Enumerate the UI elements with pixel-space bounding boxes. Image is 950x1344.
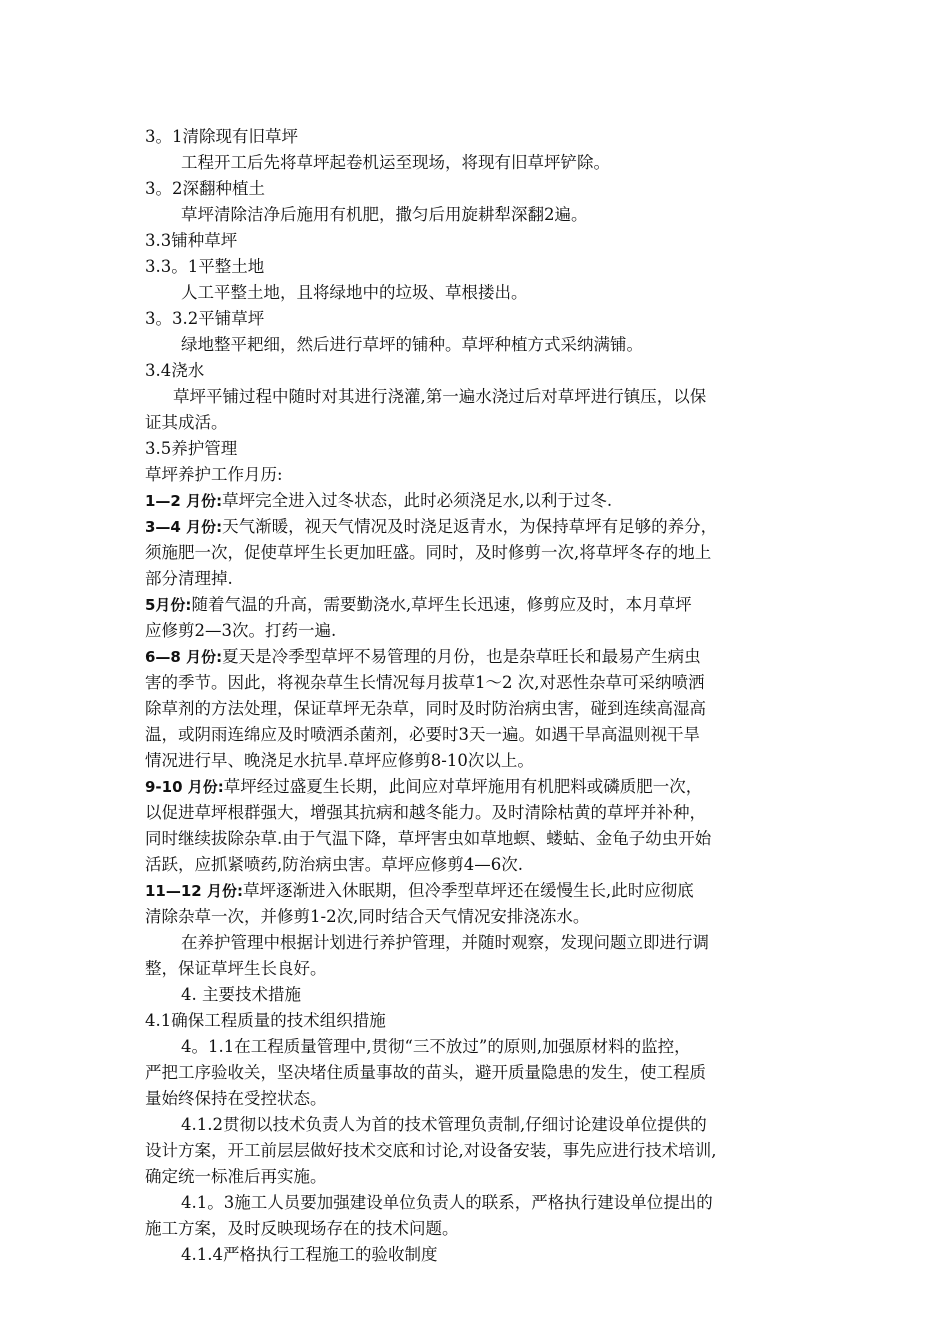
month-entry xyxy=(145,488,835,514)
paragraph: 在养护管理中根据计划进行养护管理，并随时观察，发现问题立即进行调 xyxy=(181,933,709,952)
month-entry xyxy=(145,644,835,670)
section-heading: 4. 主要技术措施 xyxy=(181,985,301,1004)
month-text: 草坪经过盛夏生长期，此间应对草坪施用有机肥料或磷质肥一次， xyxy=(223,777,703,796)
section-heading: 3。1清除现有旧草坪 xyxy=(145,127,298,146)
section-heading: 3.3铺种草坪 xyxy=(145,231,238,250)
month-text: 须施肥一次，促使草坪生长更加旺盛。同时，及时修剪一次,将草坪冬存的地上 xyxy=(145,543,712,562)
month-text: 部分清理掉. xyxy=(145,569,233,588)
section-heading: 3。2深翻种植土 xyxy=(145,179,265,198)
paragraph: 确定统一标准后再实施。 xyxy=(145,1167,327,1186)
month-entry xyxy=(145,514,835,540)
month-text: 夏天是冷季型草坪不易管理的月份，也是杂草旺长和最易产生病虫 xyxy=(222,647,701,666)
month-text: 除草剂的方法处理，保证草坪无杂草，同时及时防治病虫害，碰到连续高湿高 xyxy=(145,699,706,718)
paragraph: 4.1。3施工人员要加强建设单位负责人的联系，严格执行建设单位提出的 xyxy=(181,1193,713,1212)
month-label: 11—12 月份: xyxy=(145,882,243,900)
paragraph: 严把工序验收关，坚决堵住质量事故的苗头，避开质量隐患的发生，使工程质 xyxy=(145,1063,706,1082)
paragraph: 草坪平铺过程中随时对其进行浇灌,第一遍水浇过后对草坪进行镇压，以保 xyxy=(173,387,707,406)
paragraph: 人工平整土地，且将绿地中的垃圾、草根搂出。 xyxy=(181,283,528,302)
month-text: 以促进草坪根群强大，增强其抗病和越冬能力。及时清除枯黄的草坪并补种， xyxy=(145,803,706,822)
month-label: 6—8 月份: xyxy=(145,648,223,666)
month-entry xyxy=(145,774,835,800)
paragraph: 量始终保持在受控状态。 xyxy=(145,1089,327,1108)
paragraph: 绿地整平耙细，然后进行草坪的铺种。草坪种植方式采纳满铺。 xyxy=(181,335,643,354)
month-text: 草坪完全进入过冬状态，此时必须浇足水,以利于过冬. xyxy=(222,491,613,510)
month-label: 9-10 月份: xyxy=(145,778,224,796)
paragraph: 设计方案，开工前层层做好技术交底和讨论,对设备安装，事先应进行技术培训, xyxy=(145,1141,717,1160)
month-text: 天气渐暖，视天气情况及时浇足返青水，为保持草坪有足够的养分， xyxy=(222,517,718,536)
calendar-title: 草坪养护工作月历: xyxy=(145,465,283,484)
month-text: 应修剪2—3次。打药一遍. xyxy=(145,621,337,640)
month-text: 害的季节。因此，将视杂草生长情况每月拔草1～2 次,对恶性杂草可采纳喷洒 xyxy=(145,673,705,692)
month-text: 活跃，应抓紧喷药,防治病虫害。草坪应修剪4—6次. xyxy=(145,855,523,874)
subsection-heading: 3.3。1平整土地 xyxy=(145,257,265,276)
subsection-heading: 3。3.2平铺草坪 xyxy=(145,309,265,328)
paragraph: 施工方案，及时反映现场存在的技术问题。 xyxy=(145,1219,459,1238)
month-text: 情况进行早、晚浇足水抗旱.草坪应修剪8-10次以上。 xyxy=(145,751,534,770)
month-label: 1—2 月份: xyxy=(145,492,223,510)
subsection-heading: 4.1确保工程质量的技术组织措施 xyxy=(145,1011,386,1030)
section-heading: 3.5养护管理 xyxy=(145,439,238,458)
month-label: 5月份: xyxy=(145,596,192,614)
paragraph: 4.1.2贯彻以技术负责人为首的技术管理负责制,仔细讨论建设单位提供的 xyxy=(181,1115,707,1134)
month-entry xyxy=(145,878,835,904)
month-text: 温，或阴雨连绵应及时喷洒杀菌剂，必要时3天一遍。如遇干旱高温则视干旱 xyxy=(145,725,700,744)
paragraph: 整，保证草坪生长良好。 xyxy=(145,959,327,978)
document-body xyxy=(145,124,835,1268)
month-label: 3—4 月份: xyxy=(145,518,223,536)
month-entry xyxy=(145,592,835,618)
section-heading: 3.4浇水 xyxy=(145,361,205,380)
paragraph: 草坪清除洁净后施用有机肥，撒匀后用旋耕犁深翻2遍。 xyxy=(181,205,588,224)
month-text: 随着气温的升高，需要勤浇水,草坪生长迅速，修剪应及时，本月草坪 xyxy=(191,595,692,614)
month-text: 同时继续拔除杂草.由于气温下降，草坪害虫如草地螟、蝼蛄、金龟子幼虫开始 xyxy=(145,829,712,848)
paragraph: 证其成活。 xyxy=(145,413,228,432)
month-text: 清除杂草一次，并修剪1-2次,同时结合天气情况安排浇冻水。 xyxy=(145,907,590,926)
paragraph: 4.1.4严格执行工程施工的验收制度 xyxy=(181,1245,438,1264)
paragraph: 工程开工后先将草坪起卷机运至现场，将现有旧草坪铲除。 xyxy=(181,153,610,172)
paragraph: 4。1.1在工程质量管理中,贯彻“三不放过”的原则,加强原材料的监控， xyxy=(181,1037,691,1056)
month-text: 草坪逐渐进入休眠期，但冷季型草坪还在缓慢生长,此时应彻底 xyxy=(242,881,694,900)
